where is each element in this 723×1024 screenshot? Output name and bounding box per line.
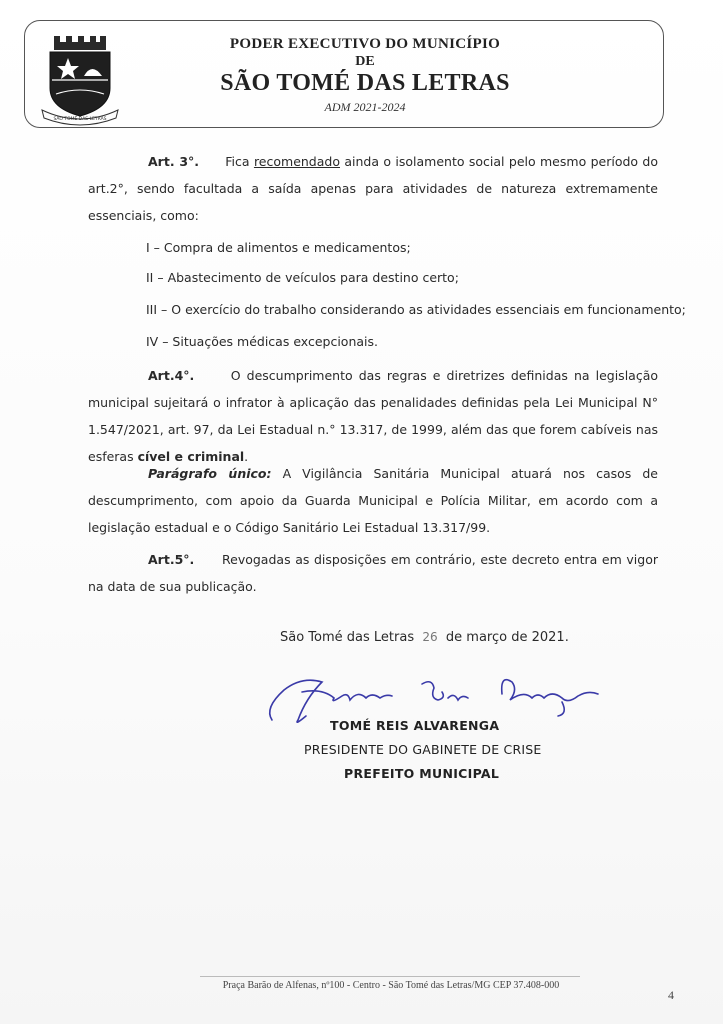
- list-item: III – O exercício do trabalho considerando as atividades essenciais em funcionamento;: [146, 302, 686, 317]
- article-3-text-a: Fica: [225, 154, 254, 169]
- signatory-role: PRESIDENTE DO GABINETE DE CRISE: [304, 742, 542, 757]
- signatory-title: PREFEITO MUNICIPAL: [344, 766, 500, 781]
- article-3-underlined: recomendado: [253, 154, 340, 169]
- date-place: São Tomé das Letras: [280, 630, 415, 645]
- article-4-end: .: [244, 449, 249, 464]
- letterhead-municipality-name: SÃO TOMÉ DAS LETRAS: [220, 70, 510, 96]
- letterhead-administration: ADM 2021-2024: [324, 100, 406, 114]
- municipal-coat-of-arms-icon: [40, 36, 120, 126]
- date-line: [280, 630, 569, 645]
- article-3: [88, 148, 658, 229]
- signatory-name: TOMÉ REIS ALVARENGA: [330, 718, 500, 733]
- footer-divider: [200, 976, 580, 977]
- date-day: 26: [422, 630, 438, 644]
- paragrafo-unico: [88, 460, 658, 541]
- paragrafo-unico-label: Parágrafo único:: [148, 466, 272, 481]
- date-suffix: de março de 2021.: [445, 630, 569, 645]
- letterhead-line-1: PODER EXECUTIVO DO MUNICÍPIO: [229, 36, 501, 52]
- article-5: [88, 546, 658, 600]
- article-4-bold-tail: cível e criminal: [137, 449, 245, 464]
- list-item: II – Abastecimento de veículos para destino certo;: [146, 270, 459, 285]
- article-5-text: Revogadas as disposições em contrário, este decreto entra em vigor na data de sua publicação.: [88, 552, 658, 594]
- list-item: I – Compra de alimentos e medicamentos;: [146, 240, 411, 255]
- list-item: IV – Situações médicas excepcionais.: [146, 334, 378, 349]
- article-3-label: Art. 3°.: [148, 154, 200, 169]
- article-5-label: Art.5°.: [148, 552, 195, 567]
- paragrafo-unico-text: A Vigilância Sanitária Municipal atuará nos casos de descumprimento, com apoio da Guarda Municipal e Polícia Militar, em acordo com a legislação estadual e o Código Sanitário Lei Estadual 13.317/99.: [88, 466, 658, 535]
- footer-address: Praça Barão de Alfenas, nº100 - Centro - São Tomé das Letras/MG CEP 37.408-000: [222, 980, 560, 991]
- article-4-text: O descumprimento das regras e diretrizes definidas na legislação municipal sujeitará o infrator à aplicação das penalidades definidas pela Lei Municipal N° 1.547/2021, art. 97, da Lei Estadual n.° 13.317, de 1999, além das que forem cabíveis nas esferas: [88, 368, 659, 464]
- article-4-label: Art.4°.: [148, 368, 195, 383]
- svg-text:SÃO TOMÉ DAS LETRAS: SÃO TOMÉ DAS LETRAS: [53, 117, 107, 122]
- page-number: 4: [668, 988, 674, 1002]
- article-4: [88, 362, 658, 470]
- letterhead-line-2: DE: [355, 54, 375, 69]
- article-3-text-b: ainda o isolamento social pelo mesmo período do art.2°, sendo facultada a saída apenas para atividades de natureza extremamente essenciais, como:: [88, 154, 659, 223]
